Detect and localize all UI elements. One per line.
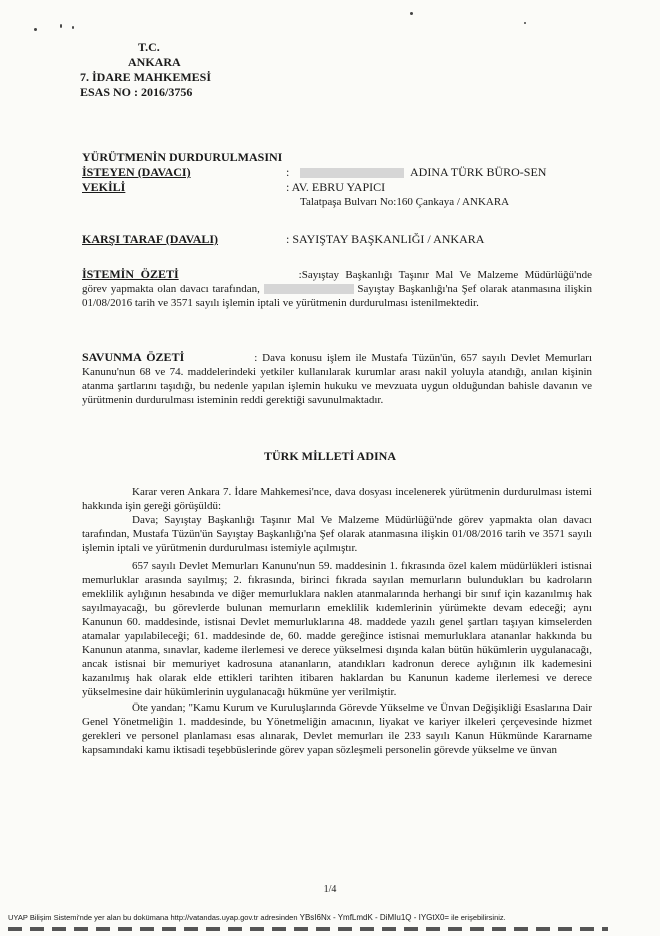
attorney-address: Talatpaşa Bulvarı No:160 Çankaya / ANKARA [300, 196, 510, 208]
header-tc: T.C. [138, 40, 160, 54]
defendant-row [82, 232, 218, 247]
plaintiff-label: İSTEYEN (DAVACI) [82, 165, 191, 179]
header-court: 7. İDARE MAHKEMESİ [80, 70, 212, 84]
body-paragraph-4: Öte yandan; "Kamu Kurum ve Kuruluşlarında Görevde Yükselme ve Ünvan Değişikliği Esaslarına Dair Genel Yönetmeliğin 1. maddesinde, bu Yönetmeliğin amacının, liyakat ve kariyer ilkeleri çerçevesinde hizmet gerekleri ve personel planlaması esas alınarak, Devlet memurları ile 233 sayılı Kanun Hükmünde Kararname kapsamındaki kamu iktisadi teşebbüslerinde görev yapan sözleşmeli personelin görevde yükselme ve ünvan [82, 702, 592, 756]
parties-title: YÜRÜTMENİN DURDURULMASINI [82, 150, 283, 164]
speck [60, 24, 62, 28]
court-header [80, 40, 211, 100]
speck [524, 22, 526, 24]
plaintiff-row [82, 165, 191, 180]
speck [410, 12, 413, 15]
defendant-value: : SAYIŞTAY BAŞKANLIĞI / ANKARA [286, 232, 485, 246]
claim-text-b: Sayıştay Başkanlığı'na Şef olarak atanmasına ilişkin 01/08/2016 tarih ve 3571 sayılı işlemin iptali ve yürütmenin durdurulması istenilmektedir. [82, 283, 592, 309]
attorney-row [82, 180, 125, 195]
scan-artifacts [0, 0, 660, 40]
footer-text: UYAP Bilişim Sistemi'nde yer alan bu dokümana http://vatandas.uyap.gov.tr adresinden [8, 913, 298, 922]
body-paragraph-1: Karar veren Ankara 7. İdare Mahkemesi'nce, dava dosyası incelenerek yürütmenin durdurulması istemi hakkında işin gereği görüşüldü: [82, 486, 592, 512]
plaintiff-colon: : [286, 165, 290, 179]
redaction-block [264, 284, 354, 294]
header-case-no: ESAS NO : 2016/3756 [80, 85, 193, 99]
speck [34, 28, 37, 31]
body-paragraph-2: Dava; Sayıştay Başkanlığı Taşınır Mal Ve Malzeme Müdürlüğü'nde görev yapmakta olan davacı tarafından, Mustafa Tüzün'ün Sayıştay Başkanlığı'na Şef olarak atanmasına ilişkin 01/08/2016 tarih ve 3571 sayılı işlemin iptali ve yürütmenin durdurulması istemiyle açılmıştır. [82, 514, 592, 554]
page-number: 1/4 [323, 884, 337, 895]
footer-tail: ile erişebilirsiniz. [451, 913, 506, 922]
speck [72, 26, 74, 29]
defense-summary [82, 350, 592, 407]
defense-text: : Dava konusu işlem ile Mustafa Tüzün'ün, 657 sayılı Devlet Memurları Kanunu'nun 68 ve 74. maddelerindeki yetkiler kullanılarak kurumlar arası nakil yoluyla atandığı, anılan kişinin atanma şartlarını taşıdığı, bu nedenle yapılan işlemin hukuku ve mevzuata uygun olduğundan bahisle davanın ve yürütmenin durdurulması isteminin reddi gerektiği savunulmaktadır. [82, 352, 593, 406]
defense-label: SAVUNMA ÖZETİ [82, 350, 185, 364]
redaction-block [300, 168, 404, 178]
decision-body [82, 485, 592, 757]
header-city: ANKARA [128, 55, 181, 69]
plaintiff-value: ADINA TÜRK BÜRO-SEN [410, 165, 547, 179]
attorney-value: : AV. EBRU YAPICI [286, 180, 386, 194]
defendant-label: KARŞI TARAF (DAVALI) [82, 232, 219, 246]
scan-edge-artifact [8, 927, 608, 931]
uyap-footer [8, 913, 506, 922]
section-title: TÜRK MİLLETİ ADINA [263, 449, 397, 463]
body-paragraph-3: 657 sayılı Devlet Memurları Kanunu'nun 59. maddesinin 1. fıkrasında özel kalem müdürlükleri istisnai memurluklar arasında sayılmış; 2. fıkrasında, birinci fıkrada sayılan memurların bulundukları bu kadroların emeklilik aylığının hesabında ve diğer memurluklara naklen atanmalarında herhangi bir sınıf için kazanılmış hak sayılmayacağı, bu görevlerde bulunan memurların emeklilik kıdemlerinin yürümekte devam edeceği; aynı Kanunun 60. maddesinde, istisnai Devlet memurluklarına 48. maddede yazılı genel şartları taşıyan kimselerden atamalar yapılabileceği; 61. maddesinde de, 60. madde gereğince istisnai memurluklara atananlar hakkında bu Kanunun atanma, sınavlar, kademe ilerlemesi ve derece yükselmesi dışında kalan bütün hükümlerin uygulanacağı, ancak istisnai bir memuriyet kadrosuna atananların, atandıkları kadronun derece aylığının ilk kademesini kazanılmış hak olarak elde ettikleri tarihten itibaren haklardan bu Kanunun kademe ilerlemesi ve derece yükselmesine dair hükümlerinin uygulanacağı hükmüne yer verilmiştir. [82, 560, 592, 698]
footer-code: YBsI6Nx - YmfLmdK - DiMIu1Q - IYGtX0= [299, 913, 450, 922]
claim-text-a: :Sayıştay Başkanlığı Taşınır Mal Ve Malzeme Müdürlüğü'nde görev yapmakta olan davacı tarafından, [82, 269, 592, 295]
claim-summary [82, 267, 592, 310]
claim-label: İSTEMİN ÖZETİ [82, 267, 179, 281]
attorney-label: VEKİLİ [82, 180, 126, 194]
